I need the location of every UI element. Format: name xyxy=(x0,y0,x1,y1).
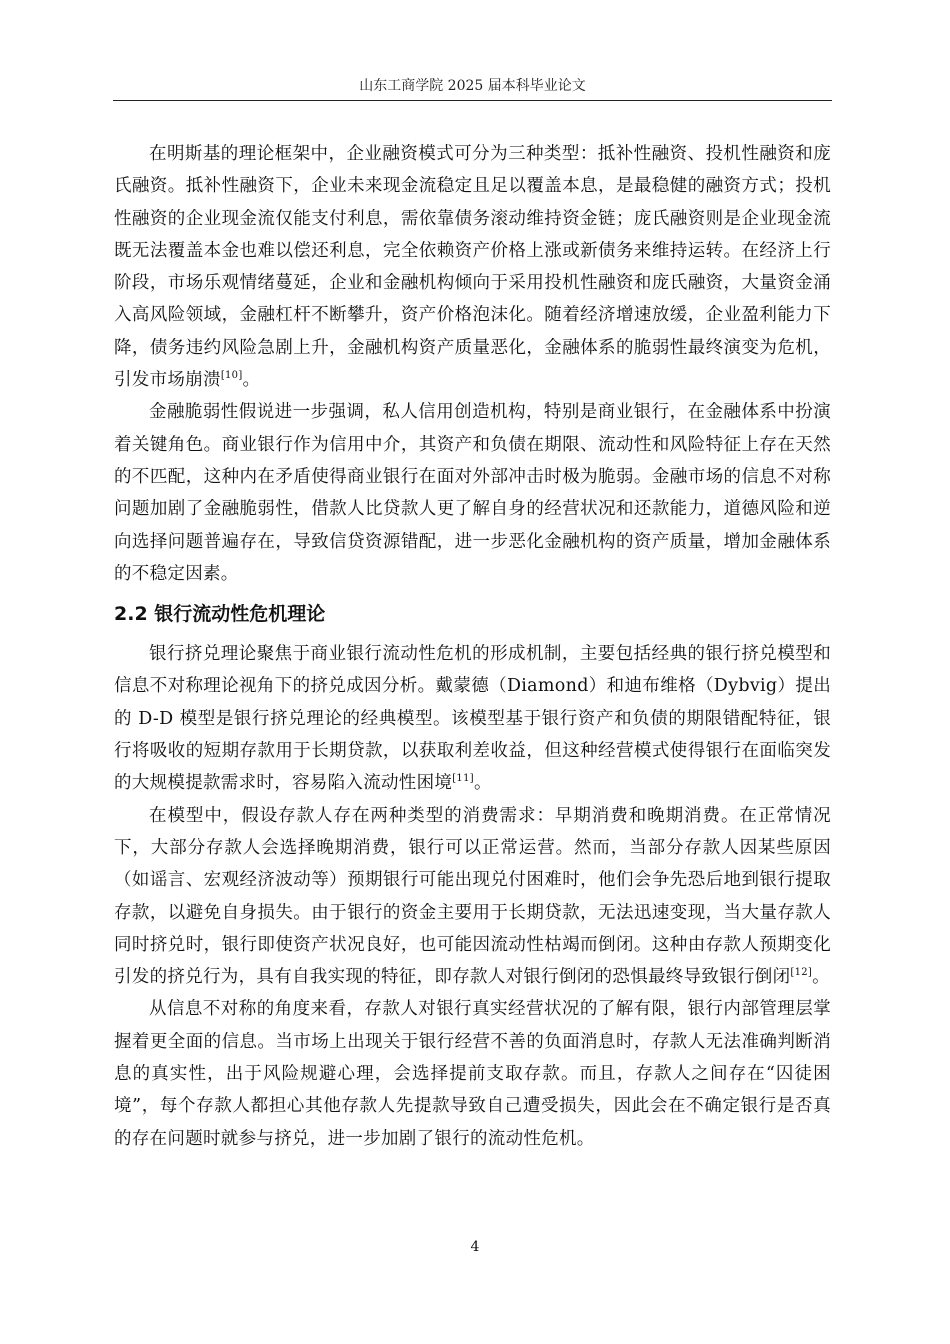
paragraph-information-asymmetry xyxy=(114,993,831,1154)
paragraph-text: 金融脆弱性假说进一步强调，私人信用创造机构，特别是商业银行，在金融体系中扮演着关键角色。商业银行作为信用中介，其资产和负债在期限、流动性和风险特征上存在天然的不匹配，这种内在矛盾使得商业银行在面对外部冲击时极为脆弱。金融市场的信息不对称问题加剧了金融脆弱性，借款人比贷款人更了解自身的经营状况和还款能力，道德风险和逆向选择问题普遍存在，导致信贷资源错配，进一步恶化金融机构的资产质量，增加金融体系的不稳定因素。 xyxy=(114,402,831,584)
section-heading: 2.2 银行流动性危机理论 xyxy=(114,603,326,626)
paragraph-text: 从信息不对称的角度来看，存款人对银行真实经营状况的了解有限，银行内部管理层掌握着更全面的信息。当市场上出现关于银行经营不善的负面消息时，存款人无法准确判断消息的真实性，出于风险规避心理，会选择提前支取存款。而且，存款人之间存在“囚徒困境”，每个存款人都担心其他存款人先提款导致自己遭受损失，因此会在不确定银行是否真的存在问题时就参与挤兑，进一步加剧了银行的流动性危机。 xyxy=(114,999,831,1149)
paragraph-bank-run-theory xyxy=(114,638,831,799)
paragraph-tail: 。 xyxy=(812,967,830,988)
paragraph-fragility-hypothesis xyxy=(114,396,831,590)
paragraph-dd-model xyxy=(114,800,831,994)
paragraph-text: 银行挤兑理论聚焦于商业银行流动性危机的形成机制，主要包括经典的银行挤兑模型和信息不对称理论视角下的挤兑成因分析。戴蒙德（Diamond）和迪布维格（Dybvig）提出的 D-D 模型是银行挤兑理论的经典模型。该模型基于银行资产和负债的期限错配特征，银行将吸收的短期存款用于长期贷款，以获取利差收益，但这种经营模式使得银行在面临突发的大规模提款需求时，容易陷入流动性困境 xyxy=(114,644,831,794)
citation-ref: [11] xyxy=(452,773,474,785)
citation-ref: [12] xyxy=(790,967,813,979)
paragraph-tail: 。 xyxy=(242,370,261,391)
paragraph-text: 在明斯基的理论框架中，企业融资模式可分为三种类型：抵补性融资、投机性融资和庞氏融资。抵补性融资下，企业未来现金流稳定且足以覆盖本息，是最稳健的融资方式；投机性融资的企业现金流仅能支付利息，需依靠债务滚动维持资金链；庞氏融资则是企业现金流既无法覆盖本金也难以偿还利息，完全依赖资产价格上涨或新债务来维持运转。在经济上行阶段，市场乐观情绪蔓延，企业和金融机构倾向于采用投机性融资和庞氏融资，大量资金涌入高风险领域，金融杠杆不断攀升，资产价格泡沫化。随着经济增速放缓，企业盈利能力下降，债务违约风险急剧上升，金融机构资产质量恶化，金融体系的脆弱性最终演变为危机，引发市场崩溃 xyxy=(114,144,831,391)
header-divider xyxy=(113,100,832,101)
running-header: 山东工商学院 2025 届本科毕业论文 xyxy=(359,78,586,94)
body-text xyxy=(114,138,831,1155)
page-number: 4 xyxy=(470,1239,480,1255)
paragraph-text: 在模型中，假设存款人存在两种类型的消费需求：早期消费和晚期消费。在正常情况下，大部分存款人会选择晚期消费，银行可以正常运营。然而，当部分存款人因某些原因（如谣言、宏观经济波动等）预期银行可能出现兑付困难时，他们会争先恐后地到银行提取存款，以避免自身损失。由于银行的资金主要用于长期贷款，无法迅速变现，当大量存款人同时挤兑时，银行即使资产状况良好，也可能因流动性枯竭而倒闭。这种由存款人预期变化引发的挤兑行为，具有自我实现的特征，即存款人对银行倒闭的恐惧最终导致银行倒闭 xyxy=(114,805,831,988)
citation-ref: [10] xyxy=(220,370,243,382)
paragraph-tail: 。 xyxy=(473,773,492,794)
paragraph-minsky-financing-types xyxy=(114,138,831,396)
